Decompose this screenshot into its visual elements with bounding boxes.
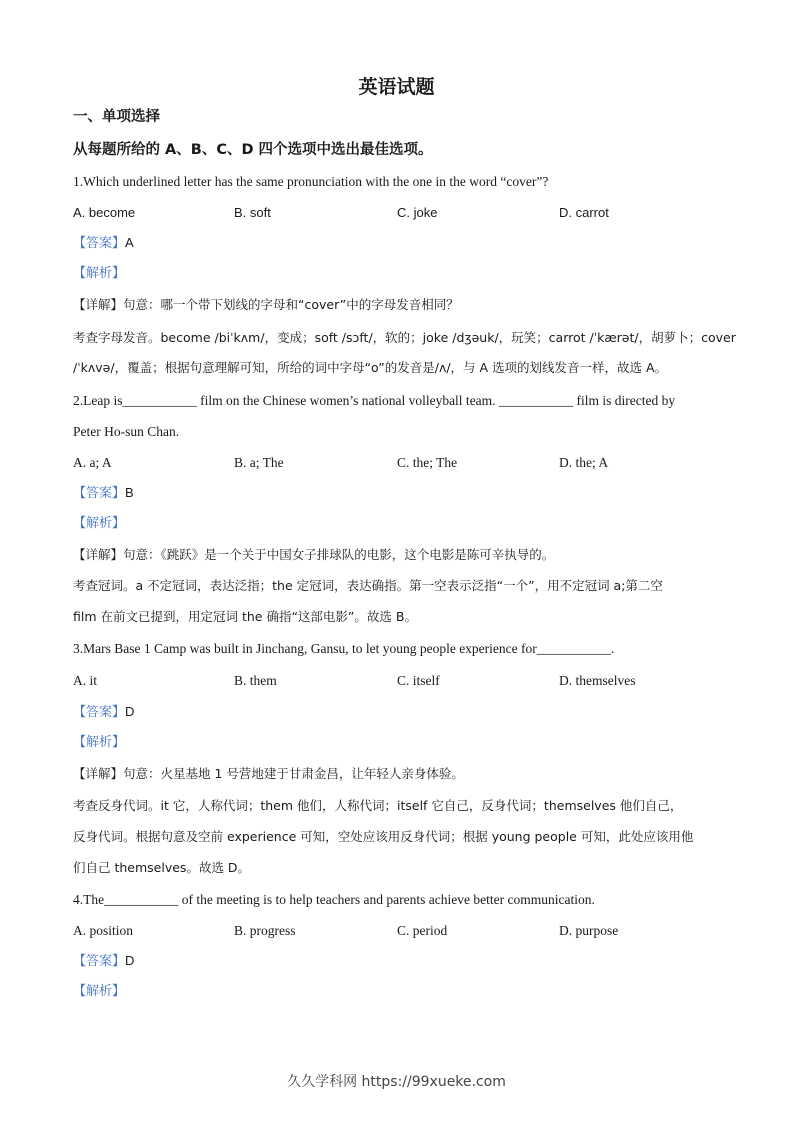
q2-detail: 【详解】句意：《跳跃》是一个关于中国女子排球队的电影，这个电影是陈可辛执导的。 [73,547,555,562]
q1-detail: /ˈkʌvə/，覆盖；根据句意理解可知，所给的词中字母“o”的发音是/ʌ/，与 A 选项的划线发音一样，故选 A。 [73,360,668,375]
q3-option-b: B. them [234,673,277,688]
q2-option-d: D. the; A [559,455,609,470]
answer-label: 【答案】 [73,705,126,720]
q3-detail: 们自己 themselves。故选 D。 [73,860,251,875]
q1-option-d: D. carrot [559,205,609,220]
q2-option-b: B. a; The [234,455,284,470]
q4-answer [73,952,134,971]
answer-label: 【答案】 [73,954,126,969]
q1-answer [73,234,134,253]
instruction: 从每题所给的 A、B、C、D 四个选项中选出最佳选项。 [73,142,433,158]
q1-analysis-label: 【解析】 [73,266,126,281]
q1-stem: 1.Which underlined letter has the same pronunciation with the one in the word “cover”? [73,174,549,189]
answer-value: B [125,485,134,500]
q2-detail: 考查冠词。a 不定冠词，表达泛指；the 定冠词，表达确指。第一空表示泛指“一个”，用不定冠词 a;第二空 [73,578,663,593]
q1-option-b: B. soft [234,205,271,220]
q3-detail: 【详解】句意：火星基地 1 号营地建于甘肃金昌，让年轻人亲身体验。 [73,766,464,781]
q3-detail: 反身代词。根据句意及空前 experience 可知，空处应该用反身代词；根据 young people 可知，此处应该用他 [73,829,694,844]
page-title: 英语试题 [358,76,435,98]
q3-answer [73,703,134,722]
q3-option-d: D. themselves [559,673,636,688]
q3-stem: 3.Mars Base 1 Camp was built in Jinchang, Gansu, to let young people experience for___________. [73,641,615,656]
q4-option-b: B. progress [234,923,296,938]
q2-stem: 2.Leap is___________ film on the Chinese women’s national volleyball team. ___________ film is directed by [73,393,676,408]
q4-analysis-label: 【解析】 [73,984,126,999]
q2-detail: film 在前文已提到，用定冠词 the 确指“这部电影”。故选 B。 [73,609,417,624]
footer-watermark: 久久学科网 https://99xueke.com [287,1074,506,1090]
answer-value: A [125,235,134,250]
q1-option-a: A. become [73,205,136,220]
q3-option-c: C. itself [397,673,440,688]
answer-value: D [125,953,135,968]
q2-analysis-label: 【解析】 [73,516,126,531]
answer-label: 【答案】 [73,236,126,251]
q2-option-c: C. the; The [397,455,458,470]
q4-option-d: D. purpose [559,923,619,938]
q1-detail: 考查字母发音。become /biˈkʌm/，变成；soft /sɔft/，软的；joke /dʒəuk/，玩笑；carrot /ˈkærət/，胡萝卜；cover [73,330,736,345]
q1-detail: 【详解】句意：哪一个带下划线的字母和“cover”中的字母发音相同？ [73,297,459,312]
q4-option-a: A. position [73,923,134,938]
q2-stem: Peter Ho-sun Chan. [73,424,180,439]
q2-answer [73,484,134,503]
q1-option-c: C. joke [397,205,438,220]
q3-detail: 考查反身代词。it 它，人称代词；them 他们，人称代词；itself 它自己，反身代词；themselves 他们自己， [73,798,683,813]
q2-option-a: A. a; A [73,455,112,470]
q4-stem: 4.The___________ of the meeting is to help teachers and parents achieve better communication. [73,892,595,907]
q4-option-c: C. period [397,923,448,938]
answer-value: D [125,704,135,719]
q3-option-a: A. it [73,673,98,688]
section-heading: 一、单项选择 [73,109,160,125]
answer-label: 【答案】 [73,486,126,501]
q3-analysis-label: 【解析】 [73,735,126,750]
